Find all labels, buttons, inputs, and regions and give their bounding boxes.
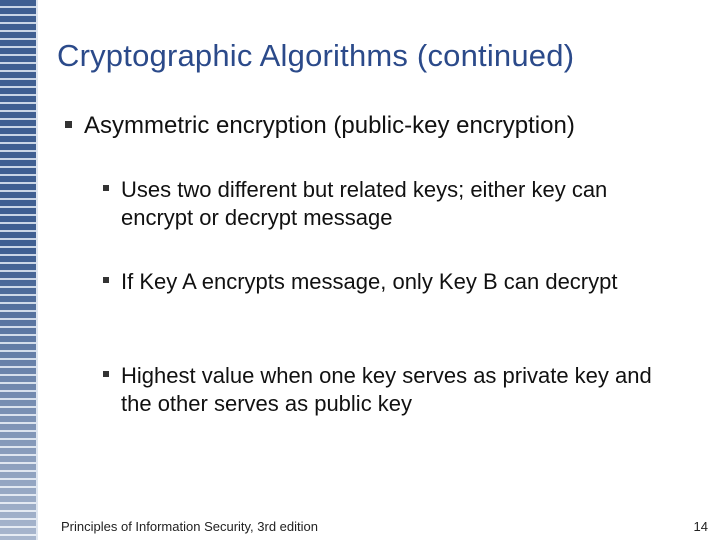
main-bullet — [65, 111, 575, 141]
main-bullet-text: Asymmetric encryption (public-key encryption) — [84, 112, 575, 139]
stripe-fade — [0, 250, 36, 540]
page-number: 14 — [693, 519, 708, 534]
sub-bullet-2 — [103, 268, 681, 296]
sub-bullet-text: Highest value when one key serves as private key and the other serves as public key — [121, 363, 652, 416]
square-bullet-icon — [65, 121, 72, 128]
sub-bullet-text: If Key A encrypts message, only Key B can decrypt — [121, 269, 618, 294]
stripe-edge — [36, 0, 38, 540]
square-bullet-icon — [103, 371, 109, 377]
square-bullet-icon — [103, 185, 109, 191]
sub-bullet-3 — [103, 362, 681, 418]
footer-text: Principles of Information Security, 3rd edition — [61, 519, 318, 534]
sub-bullet-text: Uses two different but related keys; either key can encrypt or decrypt message — [121, 177, 608, 230]
square-bullet-icon — [103, 277, 109, 283]
slide-title: Cryptographic Algorithms (continued) — [57, 38, 575, 73]
sub-bullet-1 — [103, 176, 681, 232]
